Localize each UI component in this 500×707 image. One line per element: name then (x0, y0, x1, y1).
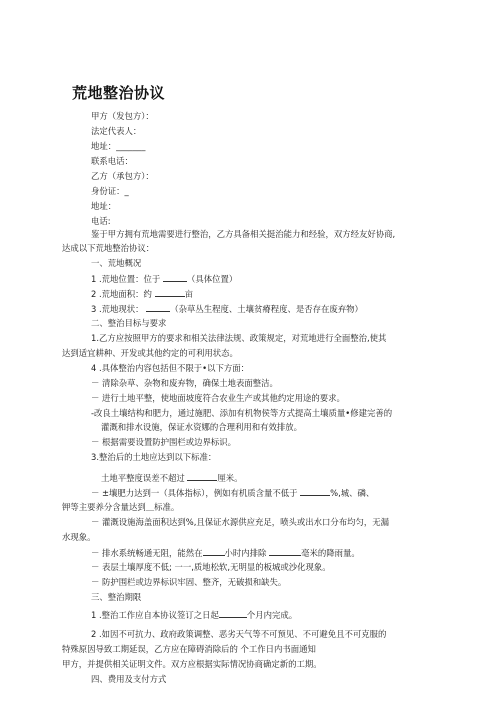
fertility-label: － ±壤肥力达到一（具体指标），例如有机质含量不低于 (91, 488, 301, 498)
legal-representative-label: 法定代表人： (91, 126, 142, 136)
standard-topsoil: － 表层土壤厚度不低; 一一,质地松软,无明显的板城或沙化现象。 (91, 562, 331, 572)
section-2-heading: 二、整治目标与要求 (91, 318, 167, 328)
clause-3-2-line-3: 甲方，并提供相关证明文件。双方应根据实际情况协商确定新的工期。 (62, 659, 322, 669)
clause-2-3: 3.整治后的土地应达到以下标准： (91, 452, 217, 462)
party-a-phone-label: 联系电话： (91, 156, 133, 166)
party-b-label: 乙方（承包方）： (91, 171, 154, 181)
location-label: 1 .荒地位置：位于 (91, 274, 163, 284)
months-blank (219, 609, 247, 618)
drainage-label: － 排水系统畅通无阻，能然在 (91, 548, 203, 558)
clause-3-2-line-2: 特殊原因导致工期延误，乙方应在障碍消除后的 个工作日内书面通知 (62, 644, 316, 654)
clause-3-1 (91, 609, 297, 621)
flatness-label: 土地平整度误差不超过 (101, 473, 188, 483)
drainage-suffix: 毫米的降雨量。 (301, 548, 360, 558)
location-blank (163, 273, 187, 282)
standard-flatness (101, 472, 243, 484)
bullet-clear-weeds: － 清除杂草、杂物和废弃物，确保土地表面整洁。 (91, 378, 278, 388)
standard-fertility (91, 487, 374, 499)
hours-blank (203, 547, 225, 556)
flatness-unit: 厘米。 (217, 473, 243, 483)
bullet-fencing: － 根据需要设置防护围栏或边界标识。 (91, 437, 237, 447)
area-blank (155, 288, 185, 297)
bullet-irrigation: 灌溉和排水设施，保证水资娜的合理利用和有效排放。 (101, 422, 302, 432)
area-label: 2 .荒地面积：约 (91, 289, 155, 299)
party-b-phone-label: 电话: (91, 216, 111, 226)
party-a-label: 甲方（发包方）： (91, 111, 154, 121)
standard-drainage (91, 547, 360, 559)
clause-2-4: 4 .具体整治内容包括但不限于•以下方面： (91, 363, 249, 373)
preamble-line-2: 达成以下荒地整治协议： (62, 243, 155, 253)
clause-3-2-line-1: 2 .如因不可抗力、政府政策调整、恶劣天气等不可预见、不可避免且不可克服的 (91, 629, 387, 639)
status-blank (146, 303, 170, 312)
area-unit: 亩 (184, 289, 193, 299)
clause-1-3 (91, 303, 363, 315)
standard-irrigation-line-1: － 灌溉设施海盖面积达到%,且保证水源供应充足，喷头或出水口分布均匀，无漏 (91, 517, 390, 527)
status-suffix: （杂草丛生程度、土壤贫瘠程度、是否存在废弃物） (170, 304, 363, 314)
fertility-suffix: %,城、磷、 (330, 488, 375, 498)
clause-2-1-line-2: 达到适宜耕种、开发或其他约定的可利用状态。 (62, 348, 238, 358)
bullet-land-leveling: － 进行土地平整，使地面坡度符合农业生产或其他约定用途的要求。 (91, 393, 345, 403)
drainage-mid: 小时内排除 (224, 548, 270, 558)
deadline-label: 1 .整治工作应自本协议签订之日起 (91, 610, 219, 620)
document-title: 荒地整治协议 (72, 84, 166, 102)
preamble-line-1: 鉴于甲方拥有荒地需要进行整治，乙方具备相关挺治能力和经验，双方经友好协商, (91, 229, 396, 239)
rainfall-blank (269, 547, 301, 556)
standard-fence: － 防护围栏或边界标识牢固、整齐，无破损和缺失。 (91, 577, 287, 587)
section-3-heading: 三、整治期限 (91, 592, 142, 602)
clause-2-1-line-1: 1.乙方应按照甲方的要求和相关法律法规、政策规定，对荒地进行全面整治,使其 (91, 333, 387, 343)
location-suffix: （具体位置） (186, 274, 238, 284)
section-1-heading: 一、荒地概况 (91, 258, 142, 268)
clause-1-2 (91, 288, 193, 300)
deadline-suffix: 个月内完成。 (246, 610, 298, 620)
party-b-address-label: 地址： (91, 201, 117, 211)
bullet-soil-improvement: -改良土壤结构和肥力，通过施肥、添加有机物侯等方式提高土壤质量•修建完善的 (91, 408, 393, 418)
party-b-id-label: 身份证：_ (91, 186, 129, 196)
party-a-address-label: 地址：_______ (91, 141, 146, 151)
flatness-blank (187, 472, 217, 481)
organic-matter-blank (300, 487, 330, 496)
status-label: 3 .荒地现状： (91, 304, 147, 314)
clause-1-1 (91, 273, 237, 285)
standard-irrigation-line-2: 水现象。 (62, 532, 96, 542)
section-4-heading: 四、费用及支付方式 (91, 674, 167, 684)
standard-fertility-line-2: 钾等主要养分含量达到＿标准。 (62, 502, 180, 512)
